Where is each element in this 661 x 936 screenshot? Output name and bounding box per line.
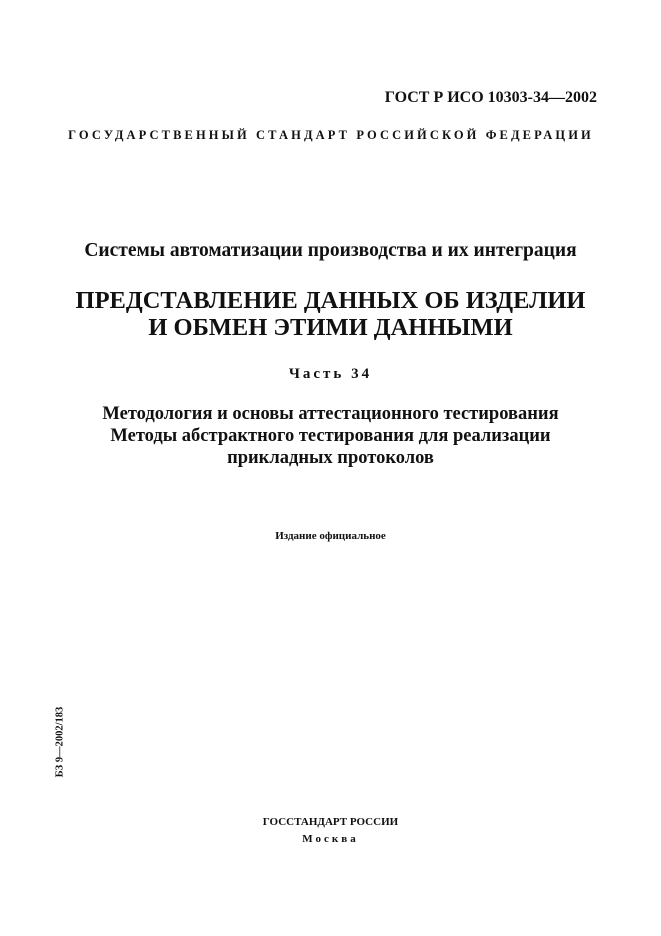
subtitle-line: Методы абстрактного тестирования для реализации: [110, 426, 551, 446]
state-standard-header: ГОСУДАРСТВЕННЫЙ СТАНДАРТ РОССИЙСКОЙ ФЕДЕРАЦИИ: [68, 128, 594, 142]
subtitle-line: прикладных протоколов: [227, 448, 434, 468]
publisher: ГОССТАНДАРТ РОССИИ: [262, 816, 399, 828]
subtitle-line: Методология и основы аттестационного тестирования: [102, 404, 559, 424]
edition-label: Издание официальное: [275, 530, 386, 542]
standard-designation: ГОСТ Р ИСО 10303-34—2002: [384, 89, 597, 106]
series-title: Системы автоматизации производства и их интеграция: [84, 240, 577, 261]
main-title-line: И ОБМЕН ЭТИМИ ДАННЫМИ: [148, 314, 513, 341]
main-title-line: ПРЕДСТАВЛЕНИЕ ДАННЫХ ОБ ИЗДЕЛИИ: [75, 287, 586, 314]
city: Москва: [302, 833, 359, 845]
side-code: БЗ 9—2002/183: [54, 706, 66, 778]
main-title: [0, 287, 661, 341]
part-number: Часть 34: [288, 366, 373, 382]
subtitle: [0, 403, 661, 469]
